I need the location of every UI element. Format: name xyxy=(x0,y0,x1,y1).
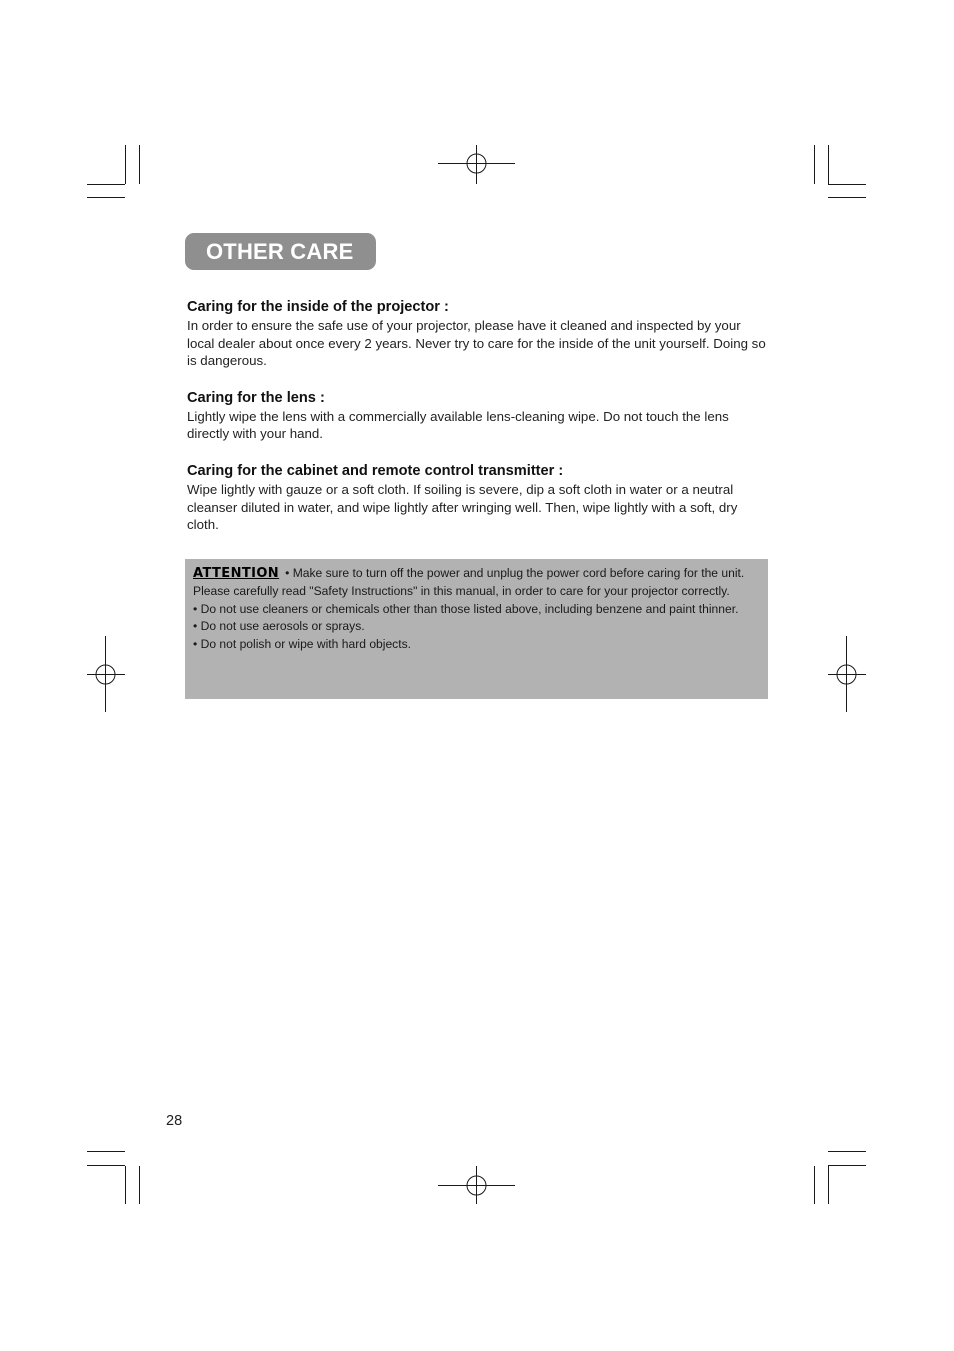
section-inside xyxy=(187,298,770,370)
attention-item: • Do not use cleaners or chemicals other than those listed above, including benzene and paint thinner. xyxy=(193,601,739,616)
page-title: OTHER CARE xyxy=(206,238,354,264)
care-sections xyxy=(187,298,770,553)
attention-box xyxy=(185,559,768,699)
page-number: 28 xyxy=(166,1113,183,1129)
section-body: Lightly wipe the lens with a commercially available lens-cleaning wipe. Do not touch the lens directly with your hand. xyxy=(187,408,729,442)
section-cabinet xyxy=(187,462,770,534)
section-body: Wipe lightly with gauze or a soft cloth. If soiling is severe, dip a soft cloth in water or a neutral cleanser diluted in water, and wipe lightly after wringing well. Then, wipe lightly with a soft, dry cloth. xyxy=(187,481,738,533)
page-title-tab xyxy=(185,233,376,270)
attention-item: • Do not use aerosols or sprays. xyxy=(193,619,365,634)
section-heading: Caring for the inside of the projector : xyxy=(187,299,449,315)
attention-first-text: • Make sure to turn off the power and unplug the power cord before caring for the unit. Please carefully read "Safety Instructions" in this manual, in order to care for your projector correctly. xyxy=(193,566,745,598)
attention-first xyxy=(193,565,762,601)
attention-label: ATTENTION xyxy=(193,566,280,581)
section-body: In order to ensure the safe use of your projector, please have it cleaned and inspected by your local dealer about once every 2 years. Never try to care for the inside of the unit yourself. Doing so is dangerous. xyxy=(187,318,766,369)
section-lens xyxy=(187,389,770,443)
attention-item: • Do not polish or wipe with hard objects. xyxy=(193,637,412,652)
section-heading: Caring for the lens : xyxy=(187,389,325,406)
section-heading: Caring for the cabinet and remote control transmitter : xyxy=(187,462,564,479)
